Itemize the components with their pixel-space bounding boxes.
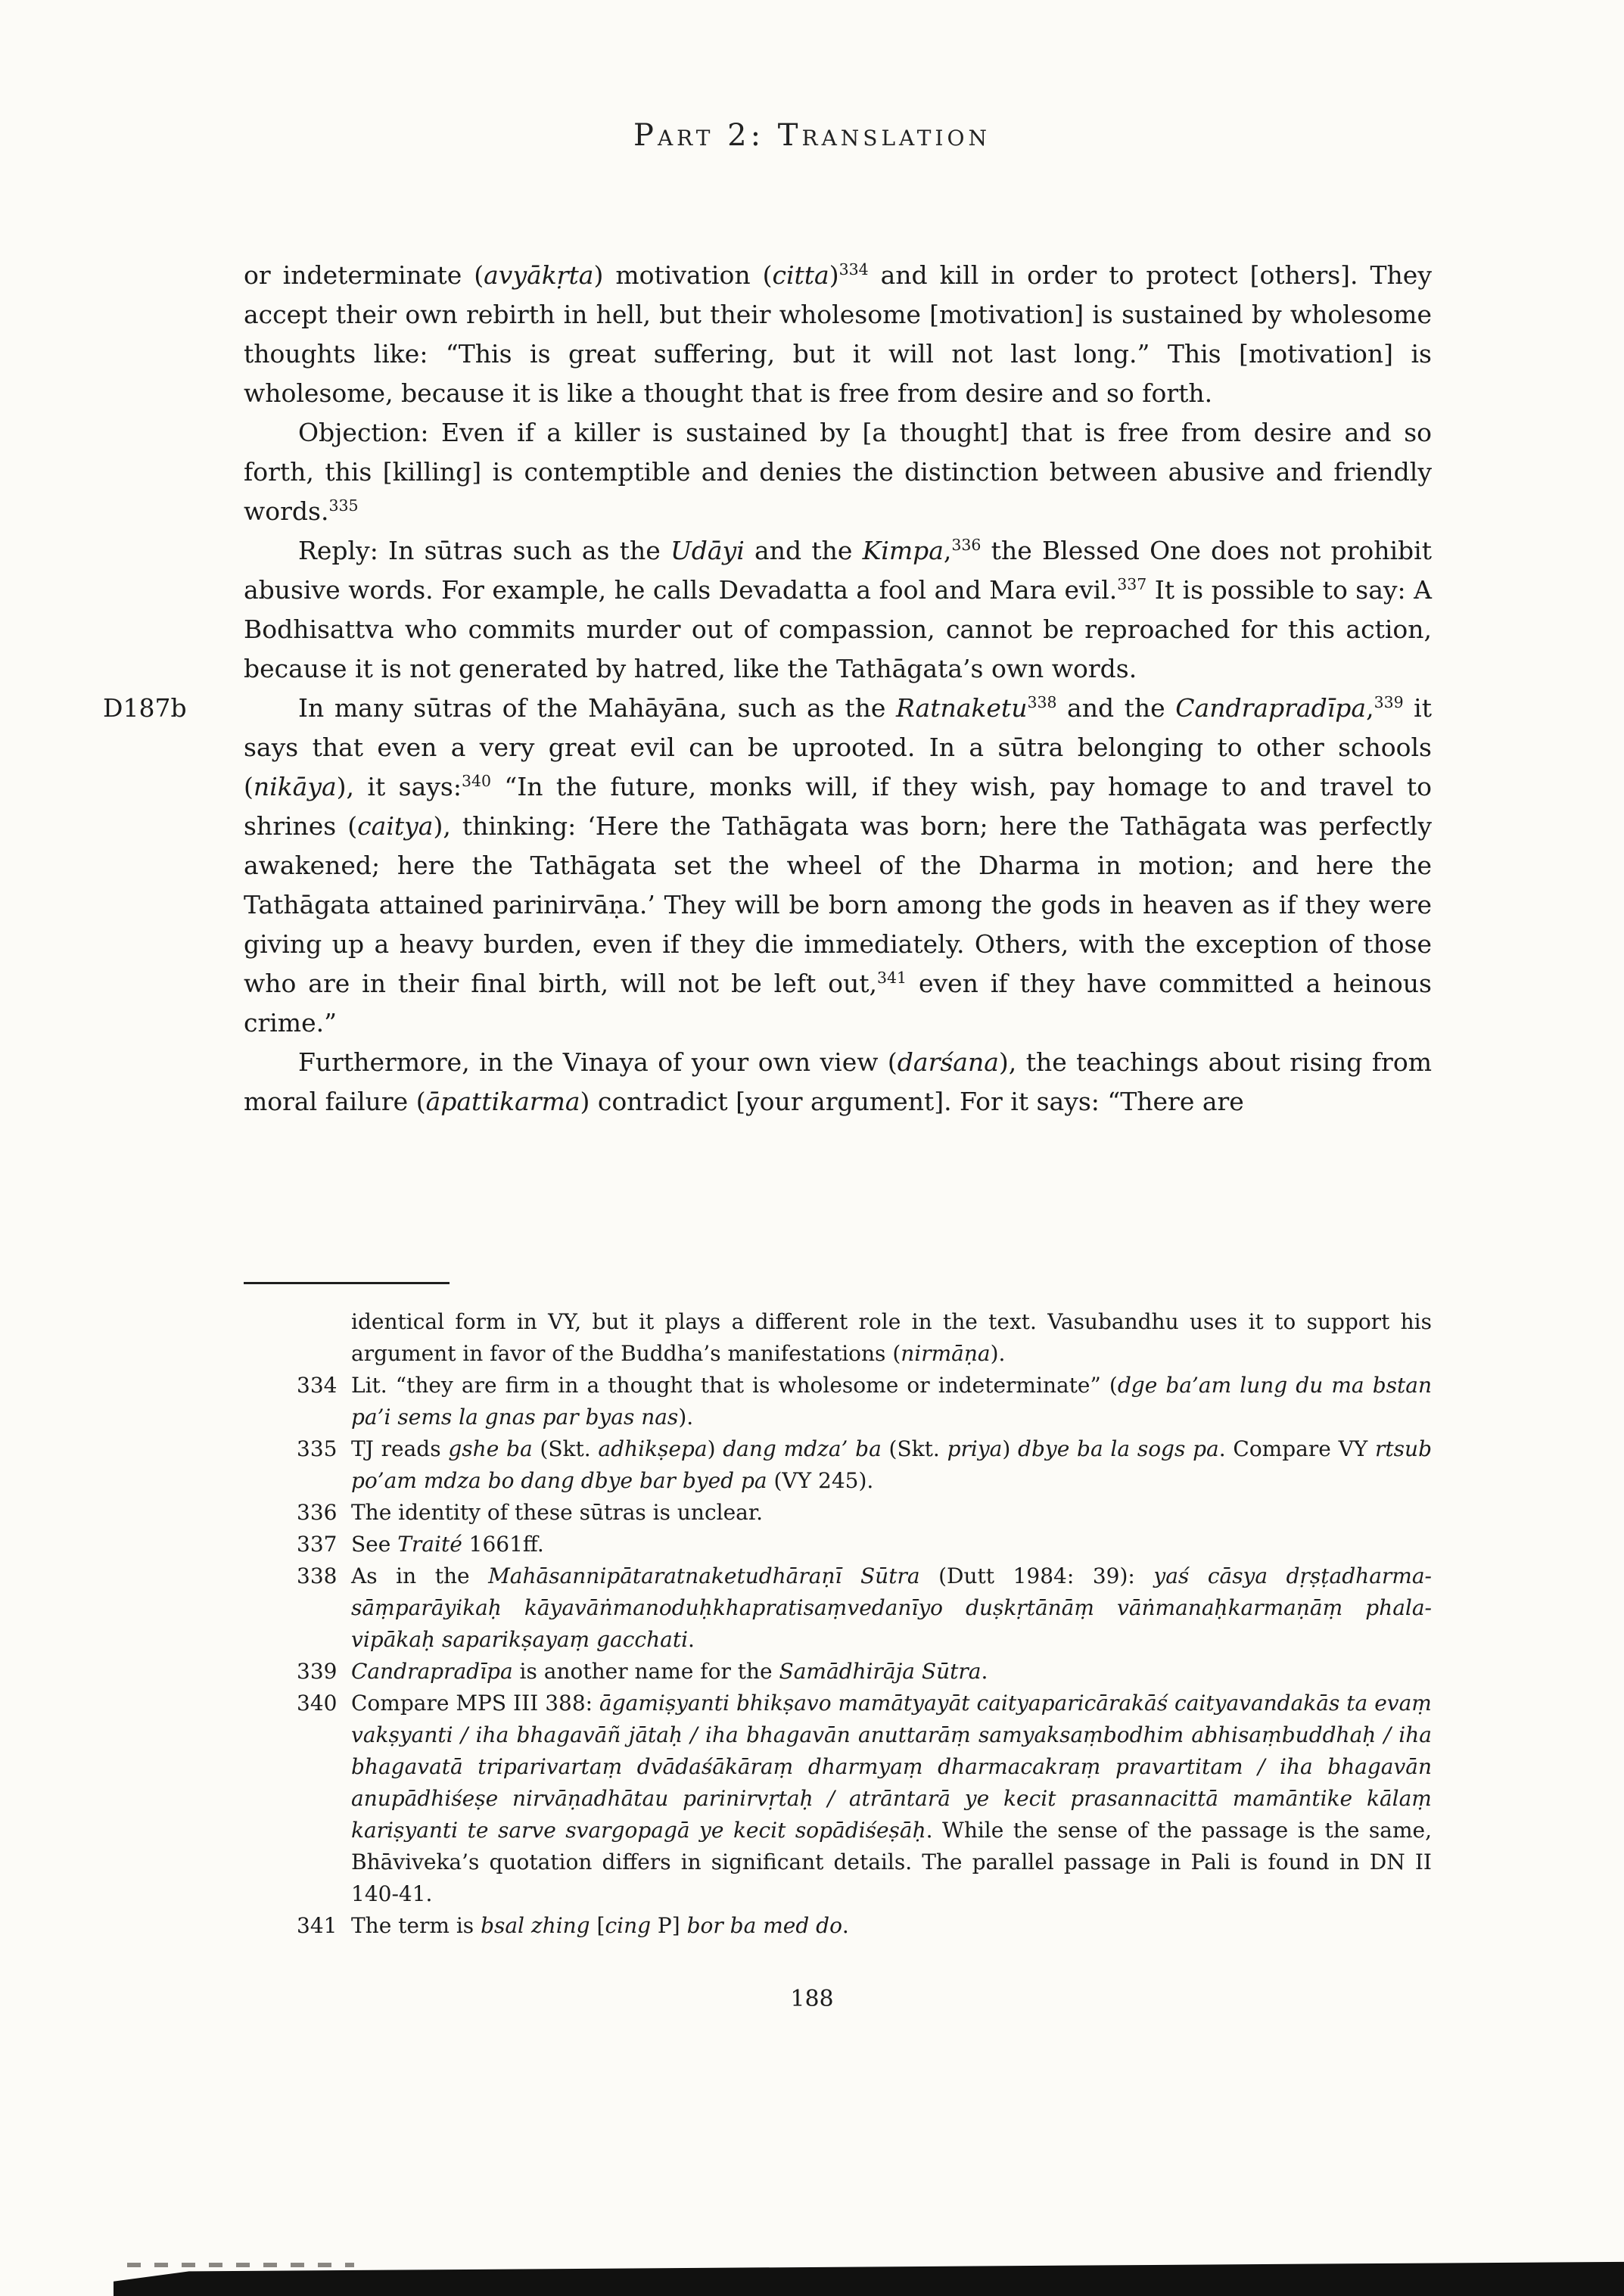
- margin-note: D187b: [103, 693, 187, 723]
- footnote: [297, 1370, 1432, 1433]
- paragraph: Reply: In sūtras such as the Udāyi and the Kimpa,$^{336}$ the Blessed One does not prohibit abusive words. For example, he calls Devadatta a fool and Mara evil.$^{337}$ It is possible to say: A Bodhisattva who commits murder out of compassion, cannot be reproached for this action, because it is not generated by hatred, like the Tathāgata’s own words.: [244, 536, 1432, 683]
- footnote-number: 336: [297, 1500, 338, 1525]
- footnote: [297, 1433, 1432, 1497]
- footnote-separator: [244, 1282, 450, 1284]
- paragraph-with-margin-note: [103, 689, 1432, 1043]
- body-text: [103, 256, 1432, 1122]
- footnote: [297, 1529, 1432, 1560]
- running-head: Part 2: Translation: [633, 118, 991, 153]
- paragraph: Objection: Even if a killer is sustained by [a thought] that is free from desire and so forth, this [killing] is contemptible and denies the distinction between abusive and friendly words.$^{335}$: [244, 418, 1432, 526]
- footnote: [297, 1560, 1432, 1656]
- footnote-text: The term is bsal zhing [cing P] bor ba med do.: [351, 1913, 849, 1938]
- footnote-text: identical form in VY, but it plays a different role in the text. Vasubandhu uses it to support his argument in favor of the Buddha’s manifestations (nirmāṇa).: [351, 1309, 1432, 1366]
- footnote: [297, 1910, 1432, 1942]
- footnote-text: Compare MPS III 388: āgamiṣyanti bhikṣavo mamātyayāt caityaparicārakāś caityavandakās ta evaṃ vakṣyanti / iha bhagavāñ jātaḥ / iha bhagavān anuttarāṃ samyaksaṃbodhim abhisaṃbuddhaḥ / iha bhagavatā triparivartaṃ dvādaśākāraṃ dharmyaṃ dharmacakraṃ pravartitam / iha bhagavān anupādhiśeṣe nirvāṇadhātau parinirvṛtaḥ / atrāntarā ye kecit prasannacittā mamāntike kālaṃ kariṣyanti te sarve svargopagā ye kecit sopādiśeṣāḥ. While the sense of the passage is the same, Bhāviveka’s quotation differs in significant details. The parallel passage in Pali is found in DN II 140-41.: [351, 1691, 1432, 1906]
- paragraph: Furthermore, in the Vinaya of your own view (darśana), the teachings about rising from moral failure (āpattikarma) contradict [your argument]. For it says: “There are: [244, 1047, 1432, 1116]
- footnotes: [297, 1306, 1432, 1942]
- footnote-number: 334: [297, 1373, 338, 1398]
- footnote-text: Lit. “they are firm in a thought that is wholesome or indeterminate” (dge ba’am lung du ma bstan pa’i sems la gnas par byas nas).: [351, 1373, 1432, 1430]
- footnote-number: 339: [297, 1659, 338, 1684]
- footnote-number: 340: [297, 1691, 338, 1716]
- footnote-number: 335: [297, 1436, 338, 1461]
- footnote-number: [297, 1306, 351, 1370]
- footnote: [297, 1656, 1432, 1688]
- page-number: 188: [790, 1986, 834, 2012]
- footnote: [297, 1306, 1432, 1370]
- footnote: [297, 1688, 1432, 1910]
- footnote-text: As in the Mahāsannipātaratnaketudhāraṇī Sūtra (Dutt 1984: 39): yaś cāsya dṛṣṭadharma-sāṃparāyikaḥ kāyavāṅmanoduḥkhapratisaṃvedanīyo duṣkṛtānāṃ vāṅmanaḥkarmaṇāṃ phala-vipākaḥ saparikṣayaṃ gacchati.: [351, 1563, 1432, 1652]
- footnote-text: See Traité 1661ff.: [351, 1532, 544, 1557]
- footnote-number: 337: [297, 1532, 338, 1557]
- paragraph: or indeterminate (avyākṛta) motivation (citta)$^{334}$ and kill in order to protect [others]. They accept their own rebirth in hell, but their wholesome [motivation] is sustained by wholesome thoughts like: “This is great suffering, but it will not last long.” This [motivation] is wholesome, because it is like a thought that is free from desire and so forth.: [244, 260, 1432, 408]
- footnote: [297, 1497, 1432, 1529]
- footnote-text: The identity of these sūtras is unclear.: [351, 1500, 764, 1525]
- footnote-number: 338: [297, 1563, 338, 1588]
- paragraph: In many sūtras of the Mahāyāna, such as the Ratnaketu$^{338}$ and the Candrapradīpa,$^{339}$ it says that even a very great evil can be uprooted. In a sūtra belonging to other schools (nikāya), it says:$^{340}$ “In the future, monks will, if they wish, pay homage to and travel to shrines (caitya), thinking: ‘Here the Tathāgata was born; here the Tathāgata was perfectly awakened; here the Tathāgata set the wheel of the Dharma in motion; and here the Tathāgata attained parinirvāṇa.’ They will be born among the gods in heaven as if they were giving up a heavy burden, even if they die immediately. Others, with the exception of those who are in their final birth, will not be left out,$^{341}$ even if they have committed a heinous crime.”: [244, 693, 1432, 1038]
- footnote-text: TJ reads gshe ba (Skt. adhikṣepa) dang mdza’ ba (Skt. priya) dbye ba la sogs pa. Compare VY rtsub po’am mdza bo dang dbye bar byed pa (VY 245).: [351, 1436, 1433, 1493]
- scan-noise-dashes: [127, 2263, 354, 2267]
- footnote-text: Candrapradīpa is another name for the Samādhirāja Sūtra.: [351, 1659, 988, 1684]
- footnote-number: 341: [297, 1913, 338, 1938]
